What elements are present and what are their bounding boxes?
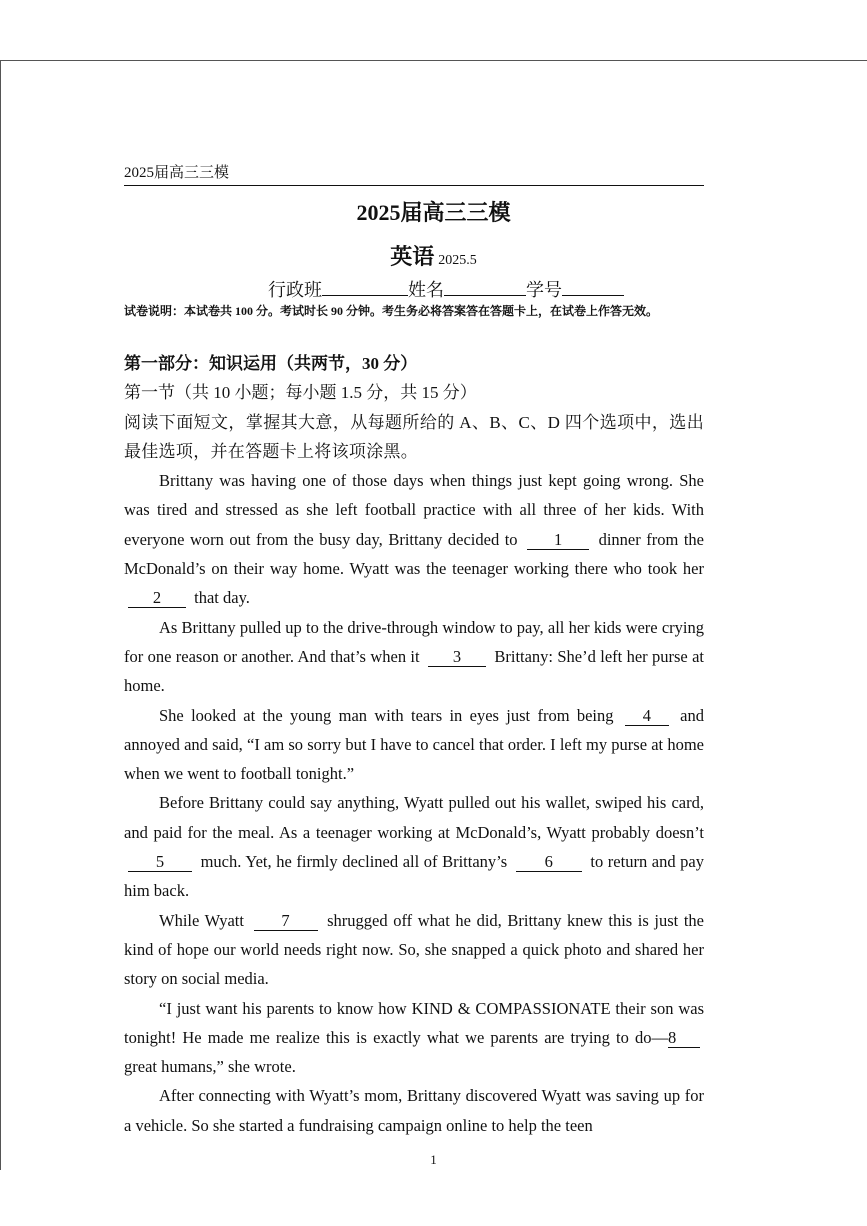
paragraph-text: Before Brittany could say anything, Wyatt pulled out his wallet, swiped his card, and paid for the meal. As a teenager working at McDonald’s, Wyatt probably doesn’t <box>124 793 704 842</box>
page-border-top <box>0 60 867 61</box>
paragraph-text: While Wyatt <box>159 910 244 930</box>
passage-paragraph-7 <box>124 1081 704 1140</box>
running-header: 2025届高三三模 <box>124 163 704 186</box>
exam-title: 2025届高三三模 <box>356 200 511 225</box>
passage-paragraph-4 <box>124 788 704 905</box>
exam-instructions: 试卷说明：本试卷共 100 分。考试时长 90 分钟。考生务必将答案答在答题卡上，在试卷上作答无效。 <box>124 304 659 318</box>
section-title: 第一节（共 10 小题；每小题 1.5 分，共 15 分） <box>124 383 477 403</box>
blank-7[interactable]: 7 <box>254 912 318 931</box>
paragraph-text: much. Yet, he firmly declined all of Brittany’s <box>200 852 508 872</box>
section-instruction: 阅读下面短文，掌握其大意，从每题所给的 A、B、C、D 四个选项中，选出最佳选项，并在答题卡上将该项涂黑。 <box>124 412 704 461</box>
subject-line <box>0 240 867 271</box>
blank-5[interactable]: 5 <box>128 853 192 872</box>
id-field[interactable] <box>562 277 624 296</box>
page-number: 1 <box>430 1152 437 1167</box>
name-label: 姓名 <box>408 280 444 300</box>
passage-paragraph-2 <box>124 613 704 701</box>
paragraph-text: As Brittany pulled up to the drive-through window to pay, all her kids were crying for one reason or another. And that’s when it <box>124 617 704 666</box>
blank-2[interactable]: 2 <box>128 589 186 608</box>
blank-4[interactable]: 4 <box>625 707 669 726</box>
paragraph-text: that day. <box>194 588 250 608</box>
paragraph-text: to return and pay him back. <box>124 852 705 901</box>
paragraph-text: “I just want his parents to know how KIND & COMPASSIONATE their son was tonight! He made me realize this is exactly what we parents are trying to do— <box>124 998 704 1047</box>
blank-1[interactable]: 1 <box>527 531 589 550</box>
passage-paragraph-1 <box>124 466 704 612</box>
class-field[interactable] <box>322 277 408 296</box>
subject-name: 英语 <box>390 244 435 269</box>
blank-3[interactable]: 3 <box>428 648 486 667</box>
paragraph-text: shrugged off what he did, Brittany knew this is just the kind of hope our world needs right now. So, she snapped a quick photo and shared her story on social media. <box>124 910 704 989</box>
exam-date: 2025.5 <box>438 253 477 268</box>
paragraph-text: Brittany: She’d left her purse at home. <box>124 646 705 696</box>
paragraph-text: After connecting with Wyatt’s mom, Brittany discovered Wyatt was saving up for a vehicle. So she started a fundraising campaign online to help the teen <box>124 1086 704 1135</box>
passage-paragraph-6 <box>124 994 704 1082</box>
paragraph-text: dinner from the McDonald’s on their way home. Wyatt was the teenager working there who took her <box>124 529 704 579</box>
id-label: 学号 <box>526 280 562 300</box>
paragraph-text: She looked at the young man with tears in eyes just from being <box>159 705 614 725</box>
student-info-line <box>268 276 624 302</box>
part-title: 第一部分：知识运用（共两节，30 分） <box>124 354 418 373</box>
passage-paragraph-5 <box>124 906 704 994</box>
blank-8[interactable]: 8 <box>668 1029 700 1048</box>
paragraph-text: and annoyed and said, “I am so sorry but I have to cancel that order. I left my purse at home when we went to football tonight.” <box>124 705 704 784</box>
exam-content <box>124 349 704 1140</box>
class-label: 行政班 <box>268 280 322 300</box>
paragraph-text: Brittany was having one of those days when things just kept going wrong. She was tired and stressed as she left football practice with all three of her kids. With everyone worn out from the busy day, Brittany decided to <box>124 471 704 549</box>
paragraph-text: great humans,” she wrote. <box>124 1057 296 1077</box>
blank-6[interactable]: 6 <box>516 853 582 872</box>
passage-paragraph-3 <box>124 701 704 789</box>
name-field[interactable] <box>444 277 526 296</box>
